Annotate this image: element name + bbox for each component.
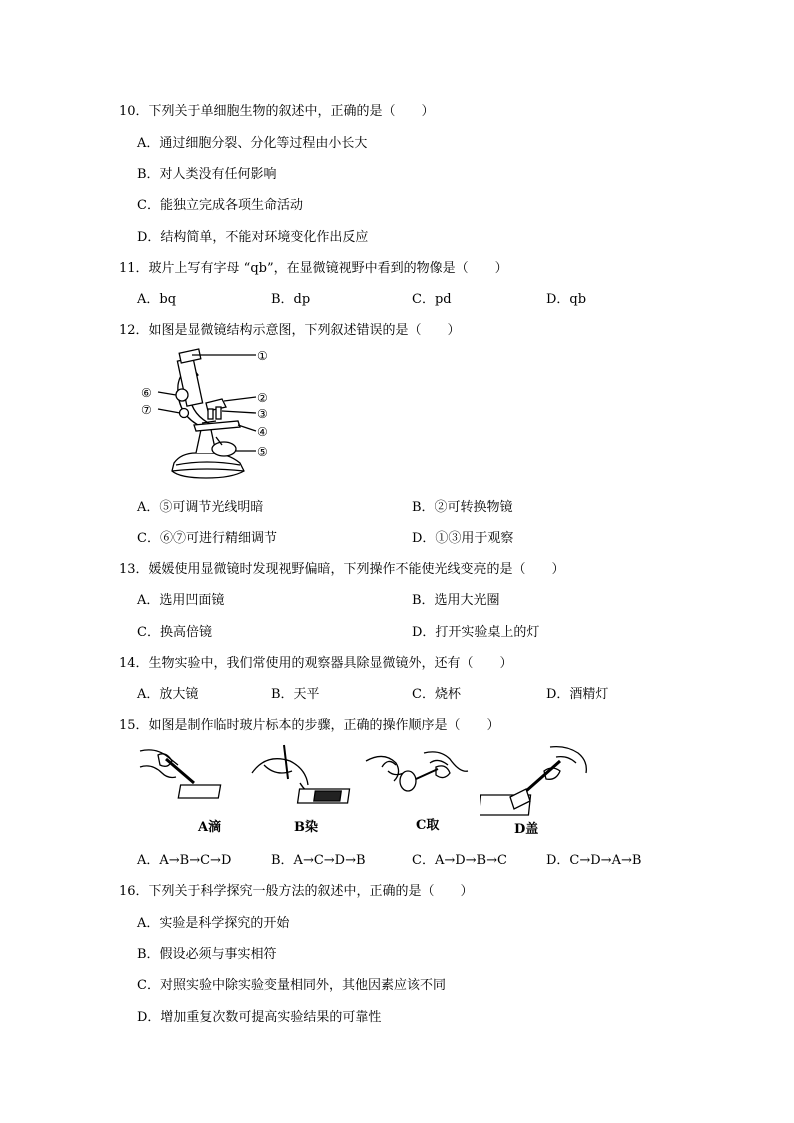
step-a-illustration bbox=[138, 743, 238, 838]
question-15-option-d: D．C→D→A→B bbox=[546, 853, 642, 868]
question-15-stem: 15．如图是制作临时玻片标本的步骤，正确的操作顺序是（ ） bbox=[119, 718, 500, 733]
question-13-option-d: D．打开实验桌上的灯 bbox=[412, 625, 540, 640]
caption-d: D盖 bbox=[514, 822, 539, 837]
question-12-stem: 12．如图是显微镜结构示意图，下列叙述错误的是（ ） bbox=[119, 323, 461, 338]
microscope-diagram bbox=[136, 345, 286, 485]
label-6: ⑥ bbox=[141, 386, 152, 400]
question-11-option-b: B．dp bbox=[271, 292, 311, 307]
question-16-option-b: B．假设必须与事实相符 bbox=[137, 947, 277, 962]
question-14-option-c: C．烧杯 bbox=[412, 687, 461, 702]
question-14-stem: 14．生物实验中，我们常使用的观察器具除显微镜外，还有（ ） bbox=[119, 656, 513, 671]
question-16-option-c: C．对照实验中除实验变量相同外，其他因素应该不同 bbox=[137, 978, 446, 993]
question-11-option-a: A．bq bbox=[137, 292, 177, 307]
question-12-option-c: C．⑥⑦可进行精细调节 bbox=[137, 531, 277, 546]
question-14-option-b: B．天平 bbox=[271, 687, 320, 702]
label-5: ⑤ bbox=[257, 445, 268, 459]
question-16-stem: 16．下列关于科学探究一般方法的叙述中，正确的是（ ） bbox=[119, 884, 474, 899]
label-7: ⑦ bbox=[141, 403, 152, 417]
question-13-option-a: A．选用凹面镜 bbox=[137, 593, 225, 608]
question-16-option-d: D．增加重复次数可提高实验结果的可靠性 bbox=[137, 1010, 382, 1025]
question-11-stem: 11．玻片上写有字母 “qb”，在显微镜视野中看到的物像是（ ） bbox=[119, 261, 508, 276]
label-4: ④ bbox=[257, 425, 268, 439]
question-14-option-d: D．酒精灯 bbox=[546, 687, 609, 702]
question-10-stem: 10．下列关于单细胞生物的叙述中，正确的是（ ） bbox=[119, 104, 435, 119]
step-b-illustration bbox=[246, 743, 366, 838]
caption-c: C取 bbox=[416, 818, 440, 833]
question-12-option-a: A．⑤可调节光线明暗 bbox=[137, 500, 264, 515]
question-11-option-d: D．qb bbox=[546, 292, 587, 307]
question-12-option-b: B．②可转换物镜 bbox=[412, 500, 513, 515]
question-15-option-a: A．A→B→C→D bbox=[137, 853, 232, 868]
question-13-stem: 13．媛媛使用显微镜时发现视野偏暗，下列操作不能使光线变亮的是（ ） bbox=[119, 562, 565, 577]
question-13-option-b: B．选用大光圈 bbox=[412, 593, 500, 608]
question-14-option-a: A．放大镜 bbox=[137, 687, 199, 702]
question-10-option-d: D．结构简单，不能对环境变化作出反应 bbox=[137, 230, 369, 245]
question-10-option-c: C．能独立完成各项生命活动 bbox=[137, 198, 303, 213]
question-10-option-b: B．对人类没有任何影响 bbox=[137, 167, 277, 182]
question-11-option-c: C．pd bbox=[412, 292, 452, 307]
question-13-option-c: C．换高倍镜 bbox=[137, 625, 212, 640]
label-2: ② bbox=[257, 391, 268, 405]
question-16-option-a: A．实验是科学探究的开始 bbox=[137, 916, 290, 931]
caption-a: A滴 bbox=[198, 820, 222, 835]
step-c-illustration bbox=[364, 743, 474, 838]
label-3: ③ bbox=[257, 407, 268, 421]
question-15-option-c: C．A→D→B→C bbox=[412, 853, 507, 868]
question-15-option-b: B．A→C→D→B bbox=[271, 853, 366, 868]
question-12-option-d: D．①③用于观察 bbox=[412, 531, 514, 546]
label-1: ① bbox=[257, 349, 268, 363]
question-10-option-a: A．通过细胞分裂、分化等过程由小长大 bbox=[137, 136, 368, 151]
caption-b: B染 bbox=[294, 820, 318, 835]
step-d-illustration bbox=[480, 743, 592, 838]
